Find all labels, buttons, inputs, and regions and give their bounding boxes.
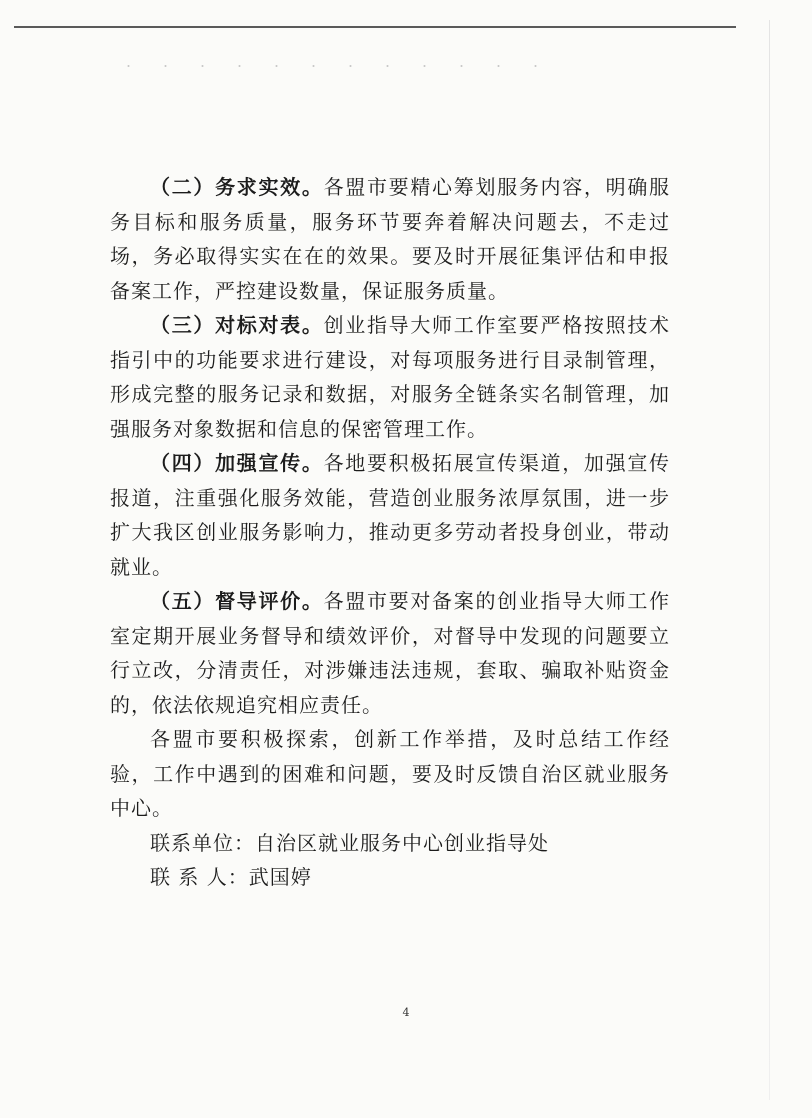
section-paragraph [110, 446, 670, 584]
page-number: 4 [402, 1006, 410, 1019]
scan-artifacts [110, 62, 570, 70]
section-text: 创业指导大师工作室要严格按照技术指引中的功能要求进行建设，对每项服务进行目录制管理，形成完整的服务记录和数据，对服务全链条实名制管理，加强服务对象数据和信息的保密管理工作。 [110, 313, 671, 441]
section-text: 各盟市要对备案的创业指导大师工作室定期开展业务督导和绩效评价，对督导中发现的问题要立行立改，分清责任，对涉嫌违法违规，套取、骗取补贴资金的，依法依规追究相应责任。 [110, 589, 671, 717]
page-edge-shadow [769, 20, 770, 1100]
contact-person: 联 系 人：武国婷 [150, 865, 312, 889]
section-paragraph [110, 584, 670, 722]
section-heading: （四）加强宣传。 [150, 451, 324, 475]
section-heading: （二）务求实效。 [150, 175, 324, 199]
top-rule [14, 26, 736, 28]
closing-paragraph: 各盟市要积极探索，创新工作举措，及时总结工作经验，工作中遇到的困难和问题，要及时反馈自治区就业服务中心。 [110, 727, 670, 820]
section-text: 各盟市要精心筹划服务内容，明确服务目标和服务质量，服务环节要奔着解决问题去，不走过场，务必取得实实在在的效果。要及时开展征集评估和申报备案工作，严控建设数量，保证服务质量。 [110, 175, 671, 303]
section-text: 各地要积极拓展宣传渠道，加强宣传报道，注重强化服务效能，营造创业服务浓厚氛围，进一步扩大我区创业服务影响力，推动更多劳动者投身创业，带动就业。 [110, 451, 671, 579]
section-heading: （五）督导评价。 [150, 589, 324, 613]
section-paragraph [110, 308, 670, 446]
contact-unit: 联系单位：自治区就业服务中心创业指导处 [150, 830, 549, 855]
section-paragraph [110, 170, 670, 308]
document-body [110, 170, 670, 895]
section-heading: （三）对标对表。 [150, 313, 324, 337]
